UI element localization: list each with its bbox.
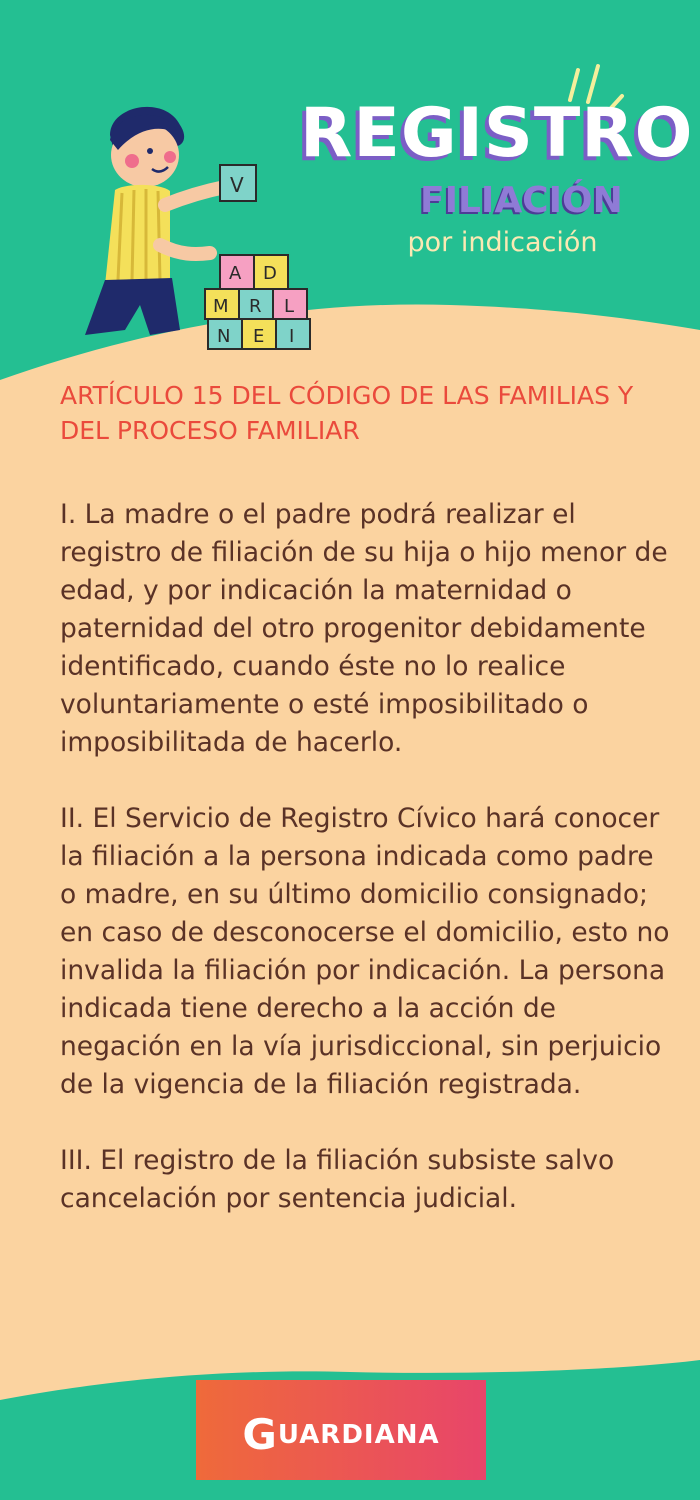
block-letter: V	[230, 173, 244, 197]
logo-rest: UARDIANA	[277, 1420, 440, 1450]
title-subtitle: por indicación	[407, 227, 598, 258]
block-letter: E	[253, 326, 265, 347]
title-registro: REGISTRO	[300, 94, 694, 173]
block-letter: D	[263, 263, 277, 284]
article-body	[60, 496, 675, 1256]
paragraph-2: II. El Servicio de Registro Cívico hará conocer la filiación a la persona indicada como padre o madre, en su último domicilio consignado; en caso de desconocerse el domicilio, esto no invalida la filiación por indicación. La persona indicada tiene derecho a la acción de negación en la vía jurisdiccional, sin perjuicio de la vigencia de la filiación registrada.	[60, 803, 670, 1100]
paragraph-1: I. La madre o el padre podrá realizar el registro de filiación de su hija o hijo menor de edad, y por indicación la maternidad o paternidad del otro progenitor debidamente identificado, cuando éste no lo realice voluntariamente o esté imposibilitado o imposibilitada de hacerlo.	[60, 499, 668, 758]
logo-initial: G	[242, 1410, 278, 1459]
logo-text	[196, 1410, 486, 1459]
block-letter: R	[249, 296, 262, 317]
title-filiacion: FILIACIÓN	[420, 180, 623, 221]
block-letter: L	[284, 296, 295, 317]
child-with-blocks-illustration	[70, 95, 330, 355]
article-heading: ARTÍCULO 15 DEL CÓDIGO DE LAS FAMILIAS Y DEL PROCESO FAMILIAR	[60, 381, 634, 445]
block-letter: A	[229, 263, 242, 284]
block-letter: N	[217, 326, 231, 347]
paragraph-3: III. El registro de la filiación subsiste salvo cancelación por sentencia judicial.	[60, 1145, 615, 1214]
guardiana-logo	[196, 1380, 486, 1480]
block-letter: M	[213, 296, 229, 317]
block-letter: I	[289, 326, 295, 347]
